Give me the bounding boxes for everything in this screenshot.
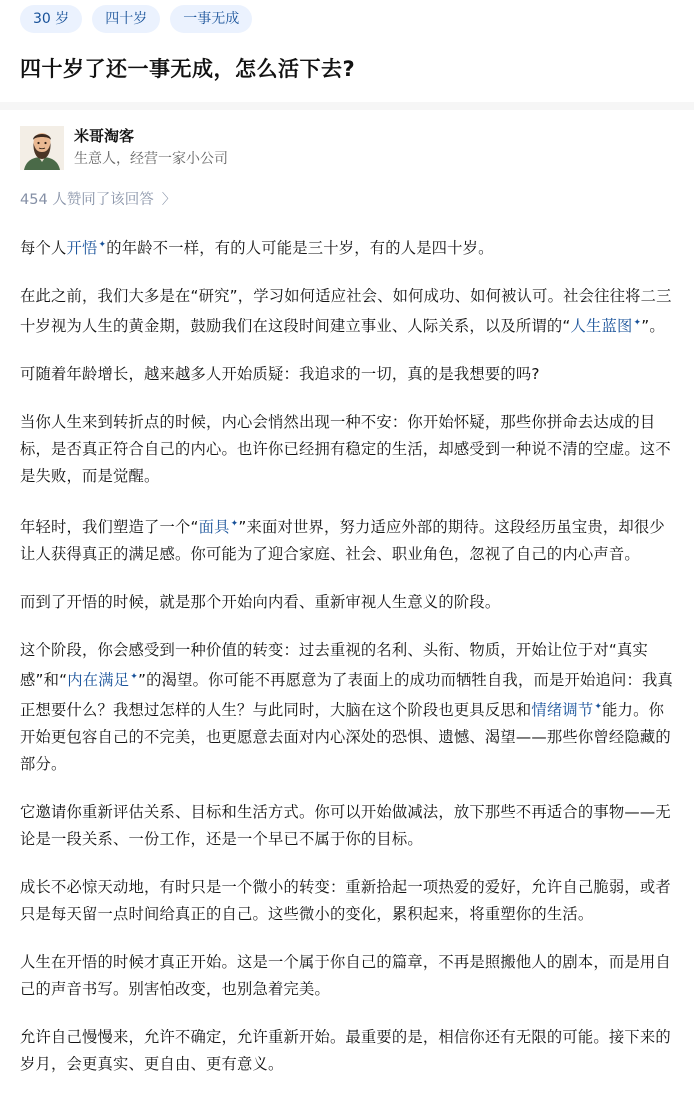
paragraph-text: 可随着年龄增长，越来越多人开始质疑：我追求的一切，真的是我想要的吗?: [20, 365, 540, 383]
keyword-link[interactable]: 情绪调节✦: [531, 701, 603, 719]
author-info: [74, 126, 228, 170]
topic-tag-40[interactable]: 四十岁: [92, 5, 160, 33]
answer-paragraph: [20, 361, 674, 388]
sparkle-icon: ✦: [594, 702, 603, 712]
paragraph-text: 在此之前，我们大多是在“研究”，学习如何适应社会、如何成功、如何被认可。社会往往将二三十岁视为人生的黄金期，鼓励我们在这段时间建立事业、人际关系，以及所谓的“: [20, 287, 672, 335]
chevron-right-icon: 〉: [161, 191, 176, 208]
paragraph-text: 年轻时，我们塑造了一个“: [20, 518, 199, 536]
answer-paragraph: [20, 1024, 674, 1078]
question-title[interactable]: 四十岁了还一事无成，怎么活下去?: [20, 57, 356, 81]
author-bio: 生意人，经营一家小公司: [74, 151, 228, 167]
paragraph-text: ”。: [641, 317, 665, 335]
paragraph-text: 每个人: [20, 239, 67, 257]
paragraph-text: 人生在开悟的时候才真正开始。这是一个属于你自己的篇章，不再是照搬他人的剧本，而是用自己的声音书写。别害怕改变，也别急着完美。: [20, 953, 671, 998]
answer-paragraph: [20, 409, 674, 490]
paragraph-text: 的年龄不一样，有的人可能是三十岁，有的人是四十岁。: [106, 239, 494, 257]
author-name[interactable]: 米哥淘客: [74, 127, 135, 145]
sparkle-icon: ✦: [633, 318, 642, 328]
sparkle-icon: ✦: [98, 240, 107, 250]
answer-paragraph: [20, 874, 674, 928]
section-divider: [0, 102, 694, 110]
answer-content: [20, 232, 674, 1099]
answer-paragraph: [20, 949, 674, 1003]
topic-tag-30[interactable]: 30 岁: [20, 5, 82, 33]
topic-tags: [20, 5, 252, 33]
keyword-link[interactable]: 人生蓝图✦: [570, 317, 642, 335]
answer-paragraph: [20, 637, 674, 778]
paragraph-text: ”的渴望。你可能不再愿意为了表面上的成功而牺牲自我，而是开始追问：我真正想要什么？我想过怎样的人生？与此同时，大脑在这个阶段也更具反思和: [20, 671, 674, 719]
vote-count[interactable]: [20, 188, 176, 209]
keyword-link[interactable]: 面具✦: [198, 518, 239, 536]
paragraph-text: 这个阶段，你会感受到一种价值的转变：过去重视的名利、头衔、物质，开始让位于对“真实感”和“: [20, 641, 649, 689]
author-card[interactable]: [20, 126, 228, 170]
answer-paragraph: [20, 283, 674, 340]
paragraph-text: 当你人生来到转折点的时候，内心会悄然出现一种不安：你开始怀疑，那些你拼命去达成的目标，是否真正符合自己的内心。也许你已经拥有稳定的生活，却感受到一种说不清的空虚。这不是失败，而是觉醒。: [20, 413, 671, 485]
paragraph-text: 它邀请你重新评估关系、目标和生活方式。你可以开始做减法，放下那些不再适合的事物——无论是一段关系、一份工作，还是一个早已不属于你的目标。: [20, 803, 671, 848]
paragraph-text: ”来面对世界，努力适应外部的期待。这段经历虽宝贵，却很少让人获得真正的满足感。你可能为了迎合家庭、社会、职业角色，忽视了自己的内心声音。: [20, 518, 665, 563]
answer-paragraph: [20, 589, 674, 616]
paragraph-text: 成长不必惊天动地，有时只是一个微小的转变：重新拾起一项热爱的爱好，允许自己脆弱，或者只是每天留一点时间给真正的自己。这些微小的变化，累积起来，将重塑你的生活。: [20, 878, 671, 923]
answer-paragraph: [20, 799, 674, 853]
sparkle-icon: ✦: [130, 672, 138, 682]
paragraph-text: 允许自己慢慢来，允许不确定，允许重新开始。最重要的是，相信你还有无限的可能。接下来的岁月，会更真实、更自由、更有意义。: [20, 1028, 671, 1073]
vote-count-text: 454 人赞同了该回答: [20, 192, 154, 208]
topic-tag-failure[interactable]: 一事无成: [170, 5, 252, 33]
paragraph-text: 而到了开悟的时候，就是那个开始向内看、重新审视人生意义的阶段。: [20, 593, 501, 611]
keyword-link[interactable]: 内在满足✦: [67, 671, 138, 689]
author-avatar[interactable]: [20, 126, 64, 170]
keyword-link[interactable]: 开悟✦: [66, 239, 107, 257]
answer-paragraph: [20, 232, 674, 262]
sparkle-icon: ✦: [230, 519, 239, 529]
answer-paragraph: [20, 511, 674, 568]
paragraph-text: 能力。你开始更包容自己的不完美，也更愿意去面对内心深处的恐惧、遗憾、渴望——那些你曾经隐藏的部分。: [20, 701, 671, 773]
bearded-man-avatar-icon: [20, 126, 64, 170]
